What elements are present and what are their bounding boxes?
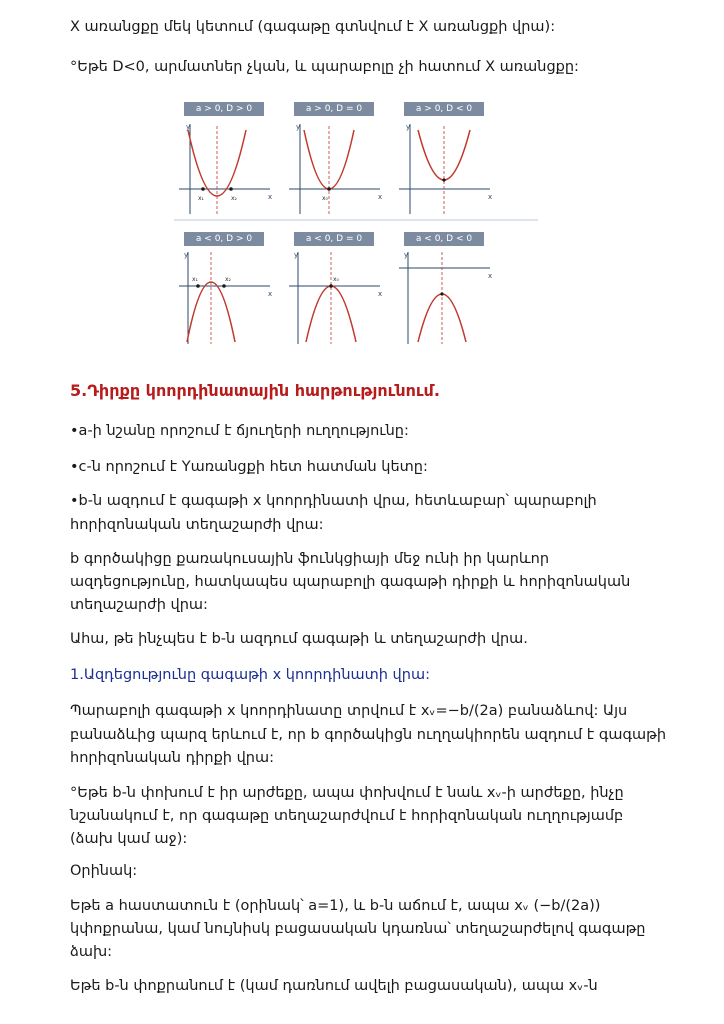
- y-axis-label: y: [296, 123, 301, 131]
- y-axis-label: y: [184, 251, 189, 259]
- y-axis-label: y: [186, 123, 191, 131]
- root-point: [229, 187, 233, 191]
- paragraph-formula-line2: բանաձևից պարզ երևում է, որ b գործակիցն ուղղակիորեն ազդում է գագաթի: [70, 727, 667, 743]
- paragraph-b-importance-line1: b գործակիցը քառակուսային ֆունկցիայի մեջ ունի իր կարևոր: [70, 551, 550, 567]
- bullet-c-intercept: •c-ն որոշում է Yառանցքի հետ հատման կետը:: [70, 459, 428, 475]
- y-axis-label: y: [406, 123, 411, 131]
- paragraph-b-change-line1: °Եթե b-ն փոխում է իր արժեքը, ապա փոխվում է նաև xᵥ-ի արժեքը, ինչը: [70, 785, 624, 801]
- panel-a-pos-d-pos: [174, 96, 274, 216]
- bullet-b-shift-line1: •b-ն ազդում է գագաթի x կոորդինատի վրա, հետևաբար՝ պարաբոլի: [70, 493, 597, 509]
- paragraph-intro: Ահա, թե ինչպես է b-ն ազդում գագաթի և տեղաշարժի վրա.: [70, 631, 528, 647]
- root-point: [327, 187, 331, 191]
- root-label: x₂: [231, 195, 237, 202]
- paragraph-b-decrease: Եթե b-ն փոքրանում է (կամ դառնում ավելի բացասական), ապա xᵥ-ն: [70, 978, 598, 994]
- paragraph-b-change-line2: նշանակում է, որ գագաթը տեղաշարժվում է հորիզոնական ուղղությամբ: [70, 808, 624, 824]
- subheading-vertex-x: 1.Ազդեցությունը գագաթի x կոորդինատի վրա:: [70, 667, 430, 683]
- vertex-point: [442, 178, 445, 181]
- y-axis-label: y: [294, 251, 299, 259]
- root-label: x₁: [198, 195, 204, 202]
- bullet-b-shift-line2: հորիզոնական տեղաշարժի վրա:: [70, 517, 324, 533]
- panel-a-pos-d-neg: [394, 96, 494, 216]
- root-point: [196, 284, 200, 288]
- x-axis-label: x: [488, 272, 493, 280]
- panel-label: a > 0, D < 0: [404, 102, 484, 116]
- figure-divider: [174, 219, 538, 221]
- paragraph-b-change-line3: (ձախ կամ աջ):: [70, 831, 188, 847]
- y-axis-label: y: [404, 251, 409, 259]
- panel-a-neg-d-pos: [174, 226, 274, 346]
- panel-label: a > 0, D > 0: [184, 102, 264, 116]
- paragraph-formula-line3: հորիզոնական դիրքի վրա:: [70, 750, 274, 766]
- panel-label: a < 0, D < 0: [404, 232, 484, 246]
- paragraph-example-line1: Եթե a հաստատուն է (օրինակ՝ a=1), և b-ն աճում է, ապա xᵥ (−b/(2a)): [70, 898, 601, 914]
- paragraph-b-importance-line2: ազդեցությունը, հատկապես պարաբոլի գագաթի դիրքի և հորիզոնական: [70, 574, 631, 590]
- x-axis-label: x: [488, 193, 493, 201]
- panel-label: a < 0, D = 0: [294, 232, 374, 246]
- paragraph-b-importance-line3: տեղաշարժի վրա:: [70, 597, 208, 613]
- section-heading: 5.Դիրքը կոորդինատային հարթությունում.: [70, 381, 440, 400]
- paragraph-formula-line1: Պարաբոլի գագաթի x կոորդինատը տրվում է xᵥ=−b/(2a) բանաձևով: Այս: [70, 703, 628, 719]
- root-point: [329, 284, 333, 288]
- x-axis-label: x: [378, 193, 383, 201]
- root-label: x₀: [333, 276, 339, 283]
- paragraph-no-roots: °Եթե D<0, արմատներ չկան, և պարաբոլը չի հատում X առանցքը:: [70, 59, 579, 75]
- bullet-a-sign: •a-ի նշանը որոշում է ճյուղերի ուղղությունը:: [70, 423, 409, 439]
- vertex-point: [440, 292, 443, 295]
- x-axis-label: x: [268, 193, 273, 201]
- panel-label: a < 0, D > 0: [184, 232, 264, 246]
- x-axis-label: x: [268, 290, 273, 298]
- paragraph-example-line2: կփոքրանա, կամ նույնիսկ բացասական կդառնա՝ տեղաշարժելով գագաթը: [70, 921, 646, 937]
- panel-a-pos-d-zero: [284, 96, 384, 216]
- root-label: x₁: [192, 276, 198, 283]
- paragraph-example-line3: ձախ:: [70, 944, 113, 960]
- paragraph-touch-axis: X առանցքը մեկ կետում (գագաթը գտնվում է X առանցքի վրա):: [70, 19, 556, 35]
- panel-label: a > 0, D = 0: [294, 102, 374, 116]
- parabola-cases-figure: [174, 96, 538, 346]
- root-label: x₂: [225, 276, 231, 283]
- paragraph-example-label: Օրինակ:: [70, 863, 138, 879]
- x-axis-label: x: [378, 290, 383, 298]
- panel-a-neg-d-neg: [394, 226, 494, 346]
- root-point: [201, 187, 205, 191]
- root-point: [222, 284, 226, 288]
- panel-a-neg-d-zero: [284, 226, 384, 346]
- root-label: x₀: [322, 195, 328, 202]
